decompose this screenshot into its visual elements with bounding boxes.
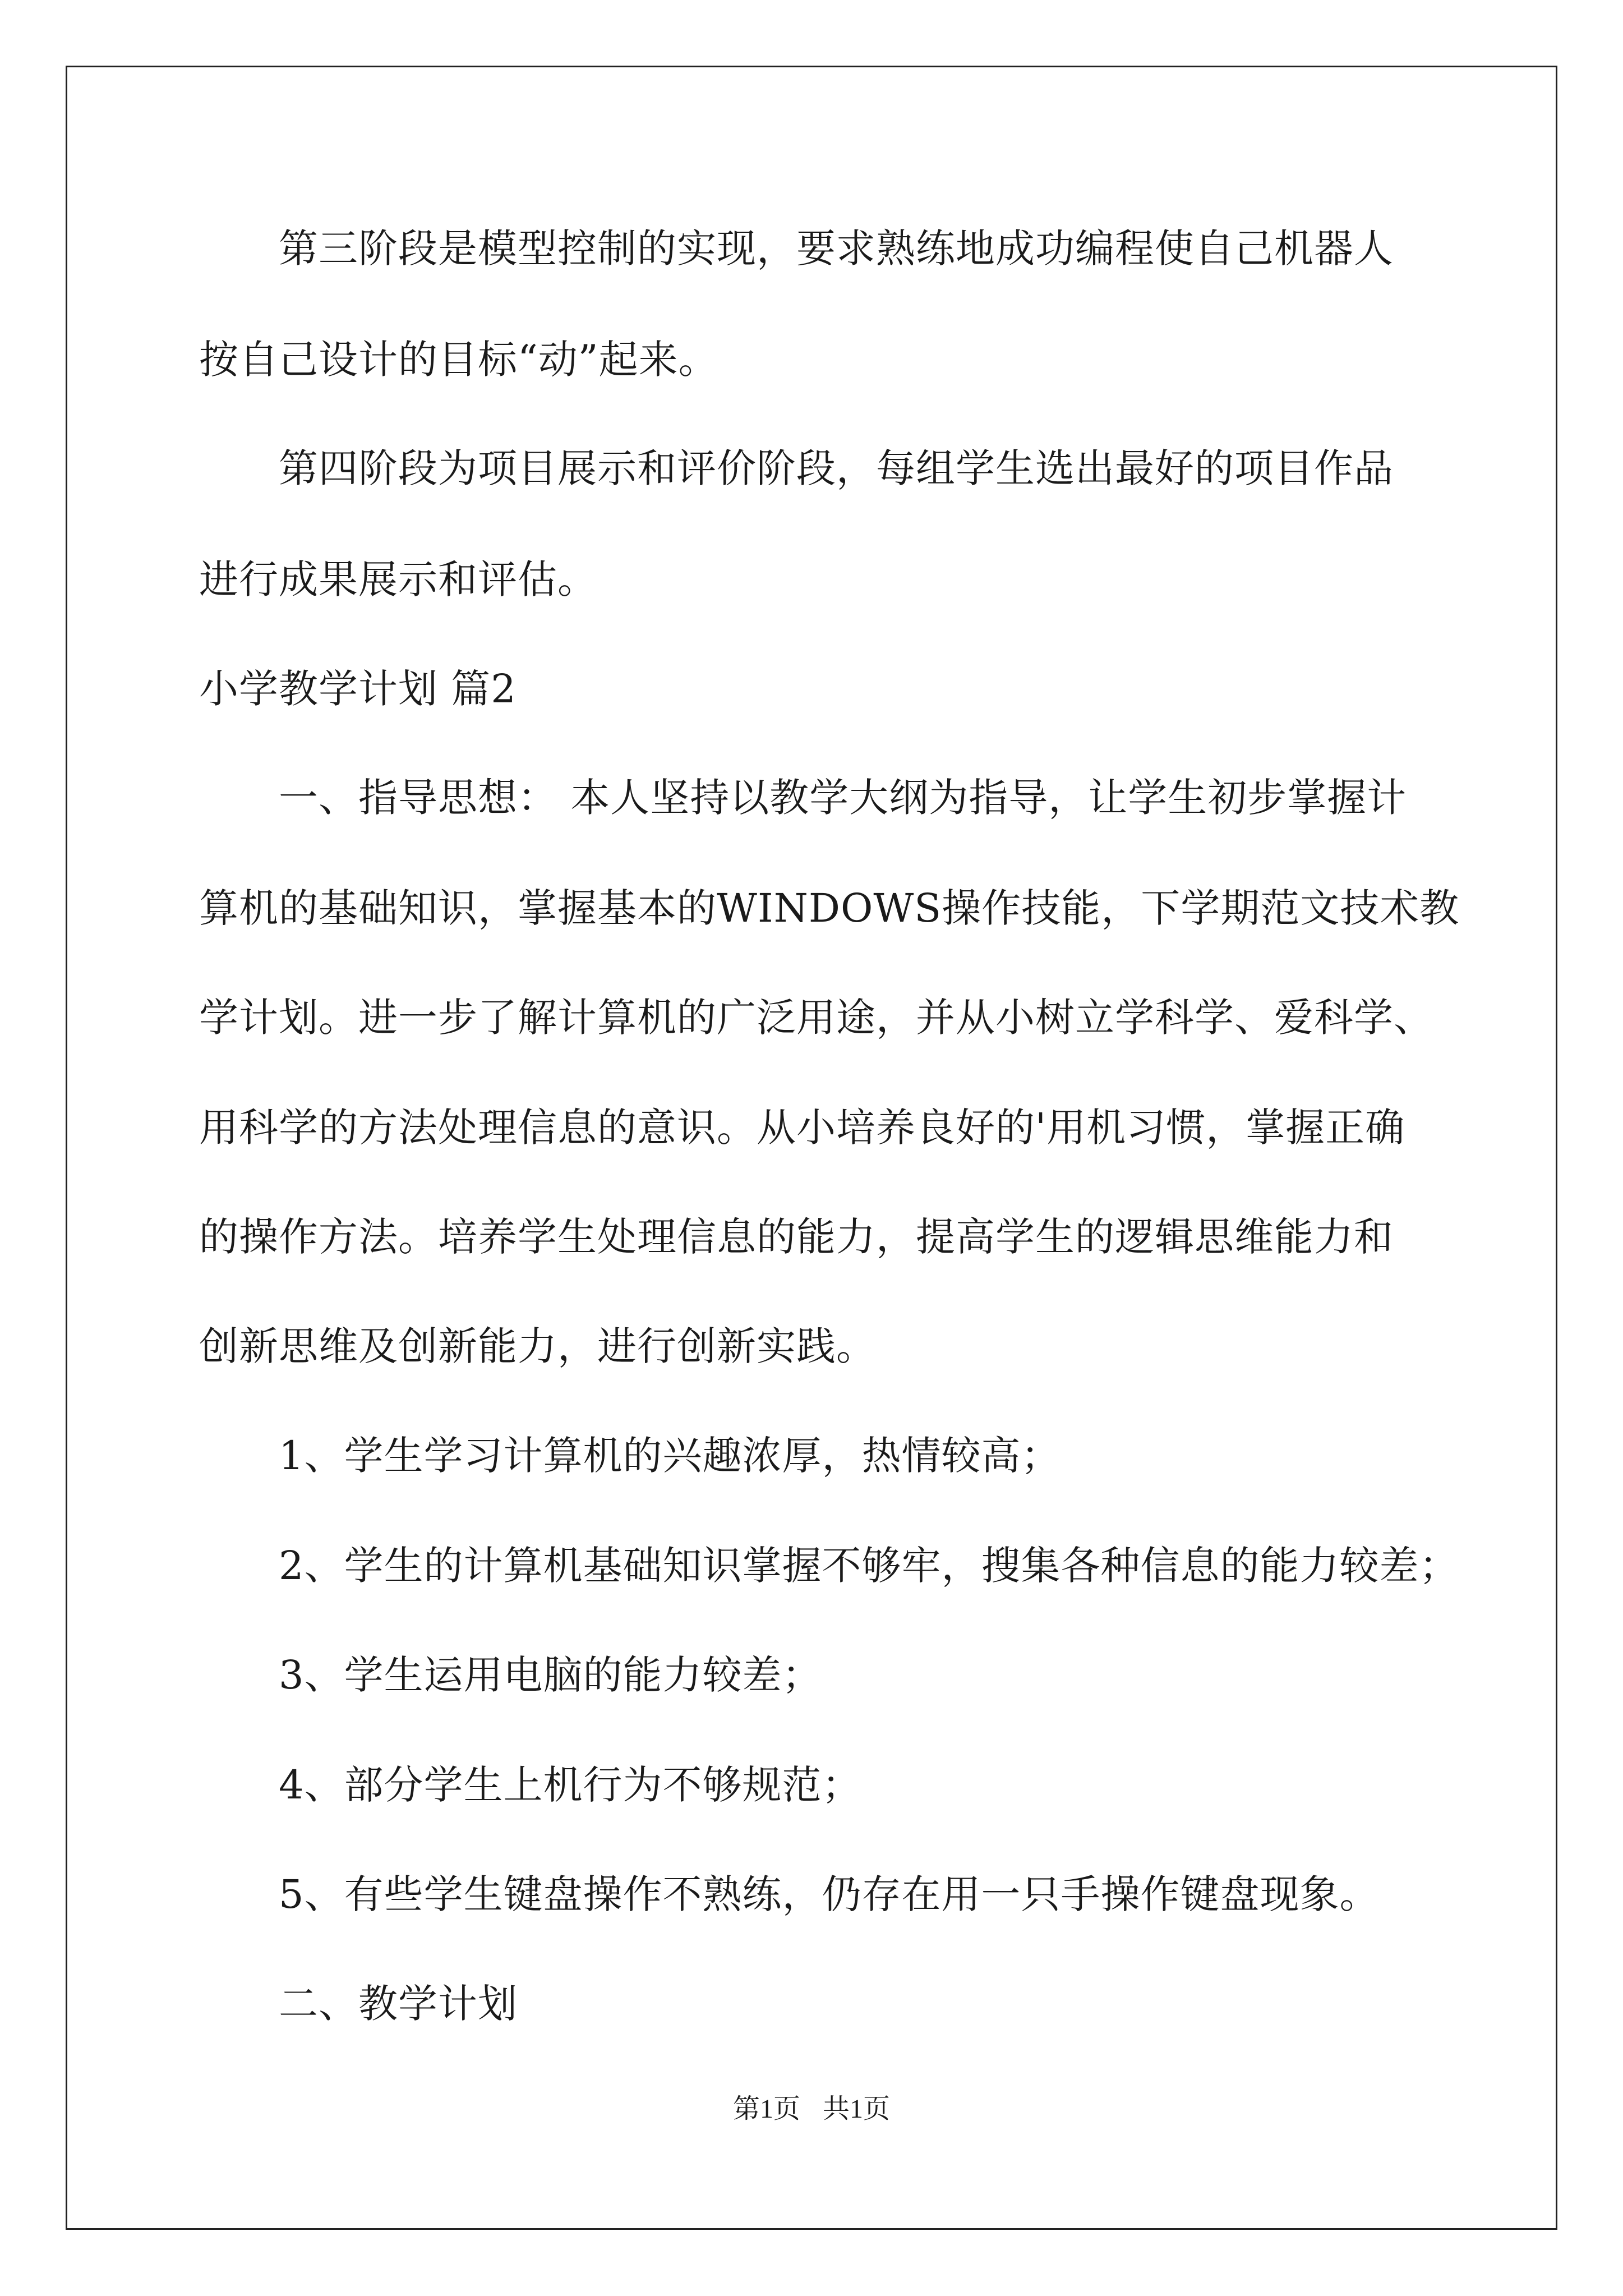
list-item: 4、部分学生上机行为不够规范； <box>279 1762 862 1808</box>
list-item: 2、学生的计算机基础知识掌握不够牢，搜集各种信息的能力较差； <box>279 1543 1459 1589</box>
page-number: 第1页 <box>732 2094 800 2124</box>
section-heading: 小学教学计划 篇2 <box>199 666 517 712</box>
paragraph-line: 进行成果展示和评估。 <box>199 556 597 602</box>
paragraph-line: 算机的基础知识，掌握基本的WINDOWS操作技能，下学期范文技术教 <box>199 885 1460 931</box>
paragraph-line: 的操作方法。培养学生处理信息的能力，提高学生的逻辑思维能力和 <box>199 1214 1394 1260</box>
paragraph-line: 创新思维及创新能力，进行创新实践。 <box>199 1323 876 1369</box>
paragraph-line: 用科学的方法处理信息的意识。从小培养良好的'用机习惯，掌握正确 <box>199 1105 1405 1151</box>
paragraph-line: 第四阶段为项目展示和评价阶段，每组学生选出最好的项目作品 <box>279 445 1394 491</box>
section-heading: 二、教学计划 <box>279 1981 518 2027</box>
paragraph-line: 学计划。进一步了解计算机的广泛用途，并从小树立学科学、爱科学、 <box>199 995 1433 1041</box>
list-item: 3、学生运用电脑的能力较差； <box>279 1652 822 1698</box>
paragraph-line: 按自己设计的目标“动”起来。 <box>199 337 718 383</box>
list-item: 5、有些学生键盘操作不熟练，仍存在用一只手操作键盘现象。 <box>279 1871 1380 1917</box>
list-item: 1、学生学习计算机的兴趣浓厚，热情较高； <box>279 1433 1061 1479</box>
page-footer <box>0 2092 1623 2126</box>
page-total: 共1页 <box>823 2094 891 2124</box>
paragraph-line: 第三阶段是模型控制的实现，要求熟练地成功编程使自己机器人 <box>279 226 1394 272</box>
paragraph-line: 一、指导思想： 本人坚持以教学大纲为指导，让学生初步掌握计 <box>279 775 1407 821</box>
